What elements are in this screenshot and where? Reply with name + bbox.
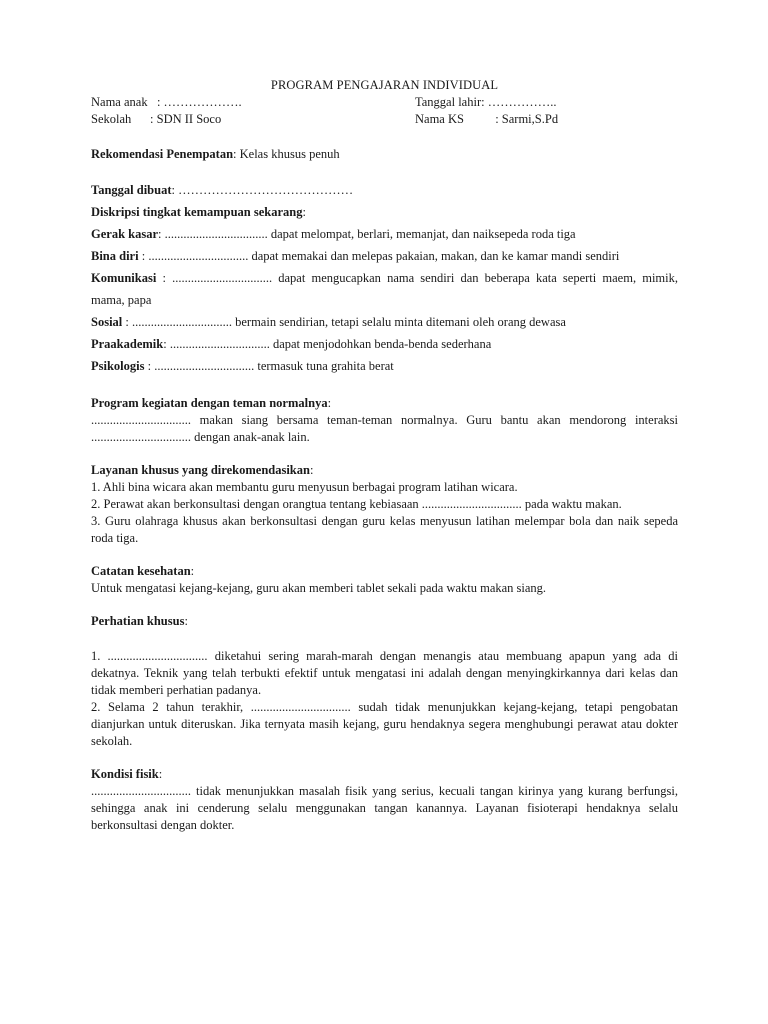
layanan-khusus-label: Layanan khusus yang direkomendasikan (91, 463, 310, 477)
perhatian-item-1: 1. ................................ diketahui sering marah-marah dengan menangis atau membuang apapun yang ada di dekatnya. Teknik yang telah terbukti efektif untuk mengatasi ini adalah dengan menyingkirkannya dari kelas dan tidak memberi perhatian padanya. (91, 649, 678, 697)
praakademik-label: Praakademik (91, 337, 164, 351)
nama-ks-field (415, 111, 558, 128)
document-title: PROGRAM PENGAJARAN INDIVIDUAL (270, 78, 499, 92)
tanggal-lahir-field (415, 94, 556, 111)
perhatian-khusus-heading: Perhatian khusus: (91, 614, 188, 628)
perhatian-item-2: 2. Selama 2 tahun terakhir, ................................ sudah tidak menunjukkan kejang-kejang, tetapi pengobatan dianjurkan untuk diteruskan. Jika ternyata masih kejang, guru hendaknya segera menghubungi perawat atau dokter sekolah. (91, 700, 678, 748)
sekolah-field (91, 111, 415, 128)
sosial-item (91, 311, 678, 333)
header-row-1 (91, 94, 678, 111)
layanan-khusus-heading: Layanan khusus yang direkomendasikan: (91, 463, 314, 477)
praakademik-text: : ................................ dapat menjodohkan benda-benda sederhana (163, 337, 492, 351)
tanggal-dibuat (91, 179, 678, 201)
praakademik-item (91, 333, 678, 355)
nama-anak-value: : ………………. (156, 95, 242, 109)
kondisi-fisik-text: ................................ tidak menunjukkan masalah fisik yang serius, kecuali tangan kirinya yang kurang berfungsi, sehingga anak ini cenderung selalu menggunakan tangan kanannya. Layanan fisioterapi hendaknya selalu berkonsultasi dengan dokter. (91, 784, 678, 832)
rekomendasi-label: Rekomendasi Penempatan (91, 147, 234, 161)
psikologis-label: Psikologis (91, 359, 145, 373)
catatan-kesehatan-label: Catatan kesehatan (91, 564, 191, 578)
header-row-2 (91, 111, 678, 128)
program-kegiatan-heading: Program kegiatan dengan teman normalnya: (91, 396, 332, 410)
psikologis-item (91, 355, 678, 377)
komunikasi-label: Komunikasi (91, 271, 157, 285)
gerak-kasar-item (91, 223, 678, 245)
catatan-kesehatan-heading: Catatan kesehatan: (91, 564, 195, 578)
layanan-item-1: 1. Ahli bina wicara akan membantu guru menyusun berbagai program latihan wicara. (91, 480, 518, 494)
sekolah-label: Sekolah (91, 112, 132, 126)
komunikasi-item (91, 267, 678, 311)
sosial-label: Sosial (91, 315, 123, 329)
bina-diri-item (91, 245, 678, 267)
diskripsi-heading: Diskripsi tingkat kemampuan sekarang: (91, 205, 306, 219)
kondisi-fisik-label: Kondisi fisik (91, 767, 159, 781)
gerak-kasar-text: : ................................. dapat melompat, berlari, memanjat, dan naiksepeda roda tiga (158, 227, 576, 241)
diskripsi-label: Diskripsi tingkat kemampuan sekarang (91, 205, 303, 219)
layanan-item-2: 2. Perawat akan berkonsultasi dengan orangtua tentang kebiasaan ................................ pada waktu makan. (91, 497, 622, 511)
bina-diri-text: : ................................ dapat memakai dan melepas pakaian, makan, dan ke kamar mandi sendiri (138, 249, 620, 263)
tanggal-dibuat-label: Tanggal dibuat (91, 183, 172, 197)
tanggal-lahir-value: : …………….. (481, 95, 557, 109)
document-body (91, 77, 678, 834)
rekomendasi-value: : Kelas khusus penuh (233, 147, 340, 161)
nama-ks-label: Nama KS (415, 112, 464, 126)
tanggal-dibuat-value: : …………………………………… (171, 183, 354, 197)
sekolah-value: : SDN II Soco (150, 112, 222, 126)
perhatian-khusus-label: Perhatian khusus (91, 614, 185, 628)
gerak-kasar-label: Gerak kasar (91, 227, 159, 241)
kondisi-fisik-heading: Kondisi fisik: (91, 767, 163, 781)
layanan-item-3: 3. Guru olahraga khusus akan berkonsultasi dengan guru kelas menyusun latihan melempar bola dan naik sepeda roda tiga. (91, 514, 678, 545)
tanggal-lahir-label: Tanggal lahir (415, 95, 482, 109)
program-kegiatan-text: ................................ makan siang bersama teman-teman normalnya. Guru bantu akan mendorong interaksi ................................ dengan anak-anak lain. (91, 413, 678, 444)
nama-ks-value: : Sarmi,S.Pd (495, 112, 559, 126)
bina-diri-label: Bina diri (91, 249, 139, 263)
program-kegiatan-label: Program kegiatan dengan teman normalnya (91, 396, 328, 410)
komunikasi-text: : ................................ dapat mengucapkan nama sendiri dan beberapa kata seperti maem, mimik, mama, papa (91, 271, 678, 307)
nama-anak-label: Nama anak (91, 95, 148, 109)
rekomendasi-penempatan (91, 146, 678, 163)
sosial-text: : ................................ bermain sendirian, tetapi selalu minta ditemani oleh orang dewasa (122, 315, 566, 329)
nama-anak-field (91, 94, 415, 111)
psikologis-text: : ................................ termasuk tuna grahita berat (144, 359, 394, 373)
catatan-kesehatan-text: Untuk mengatasi kejang-kejang, guru akan memberi tablet sekali pada waktu makan siang. (91, 581, 547, 595)
